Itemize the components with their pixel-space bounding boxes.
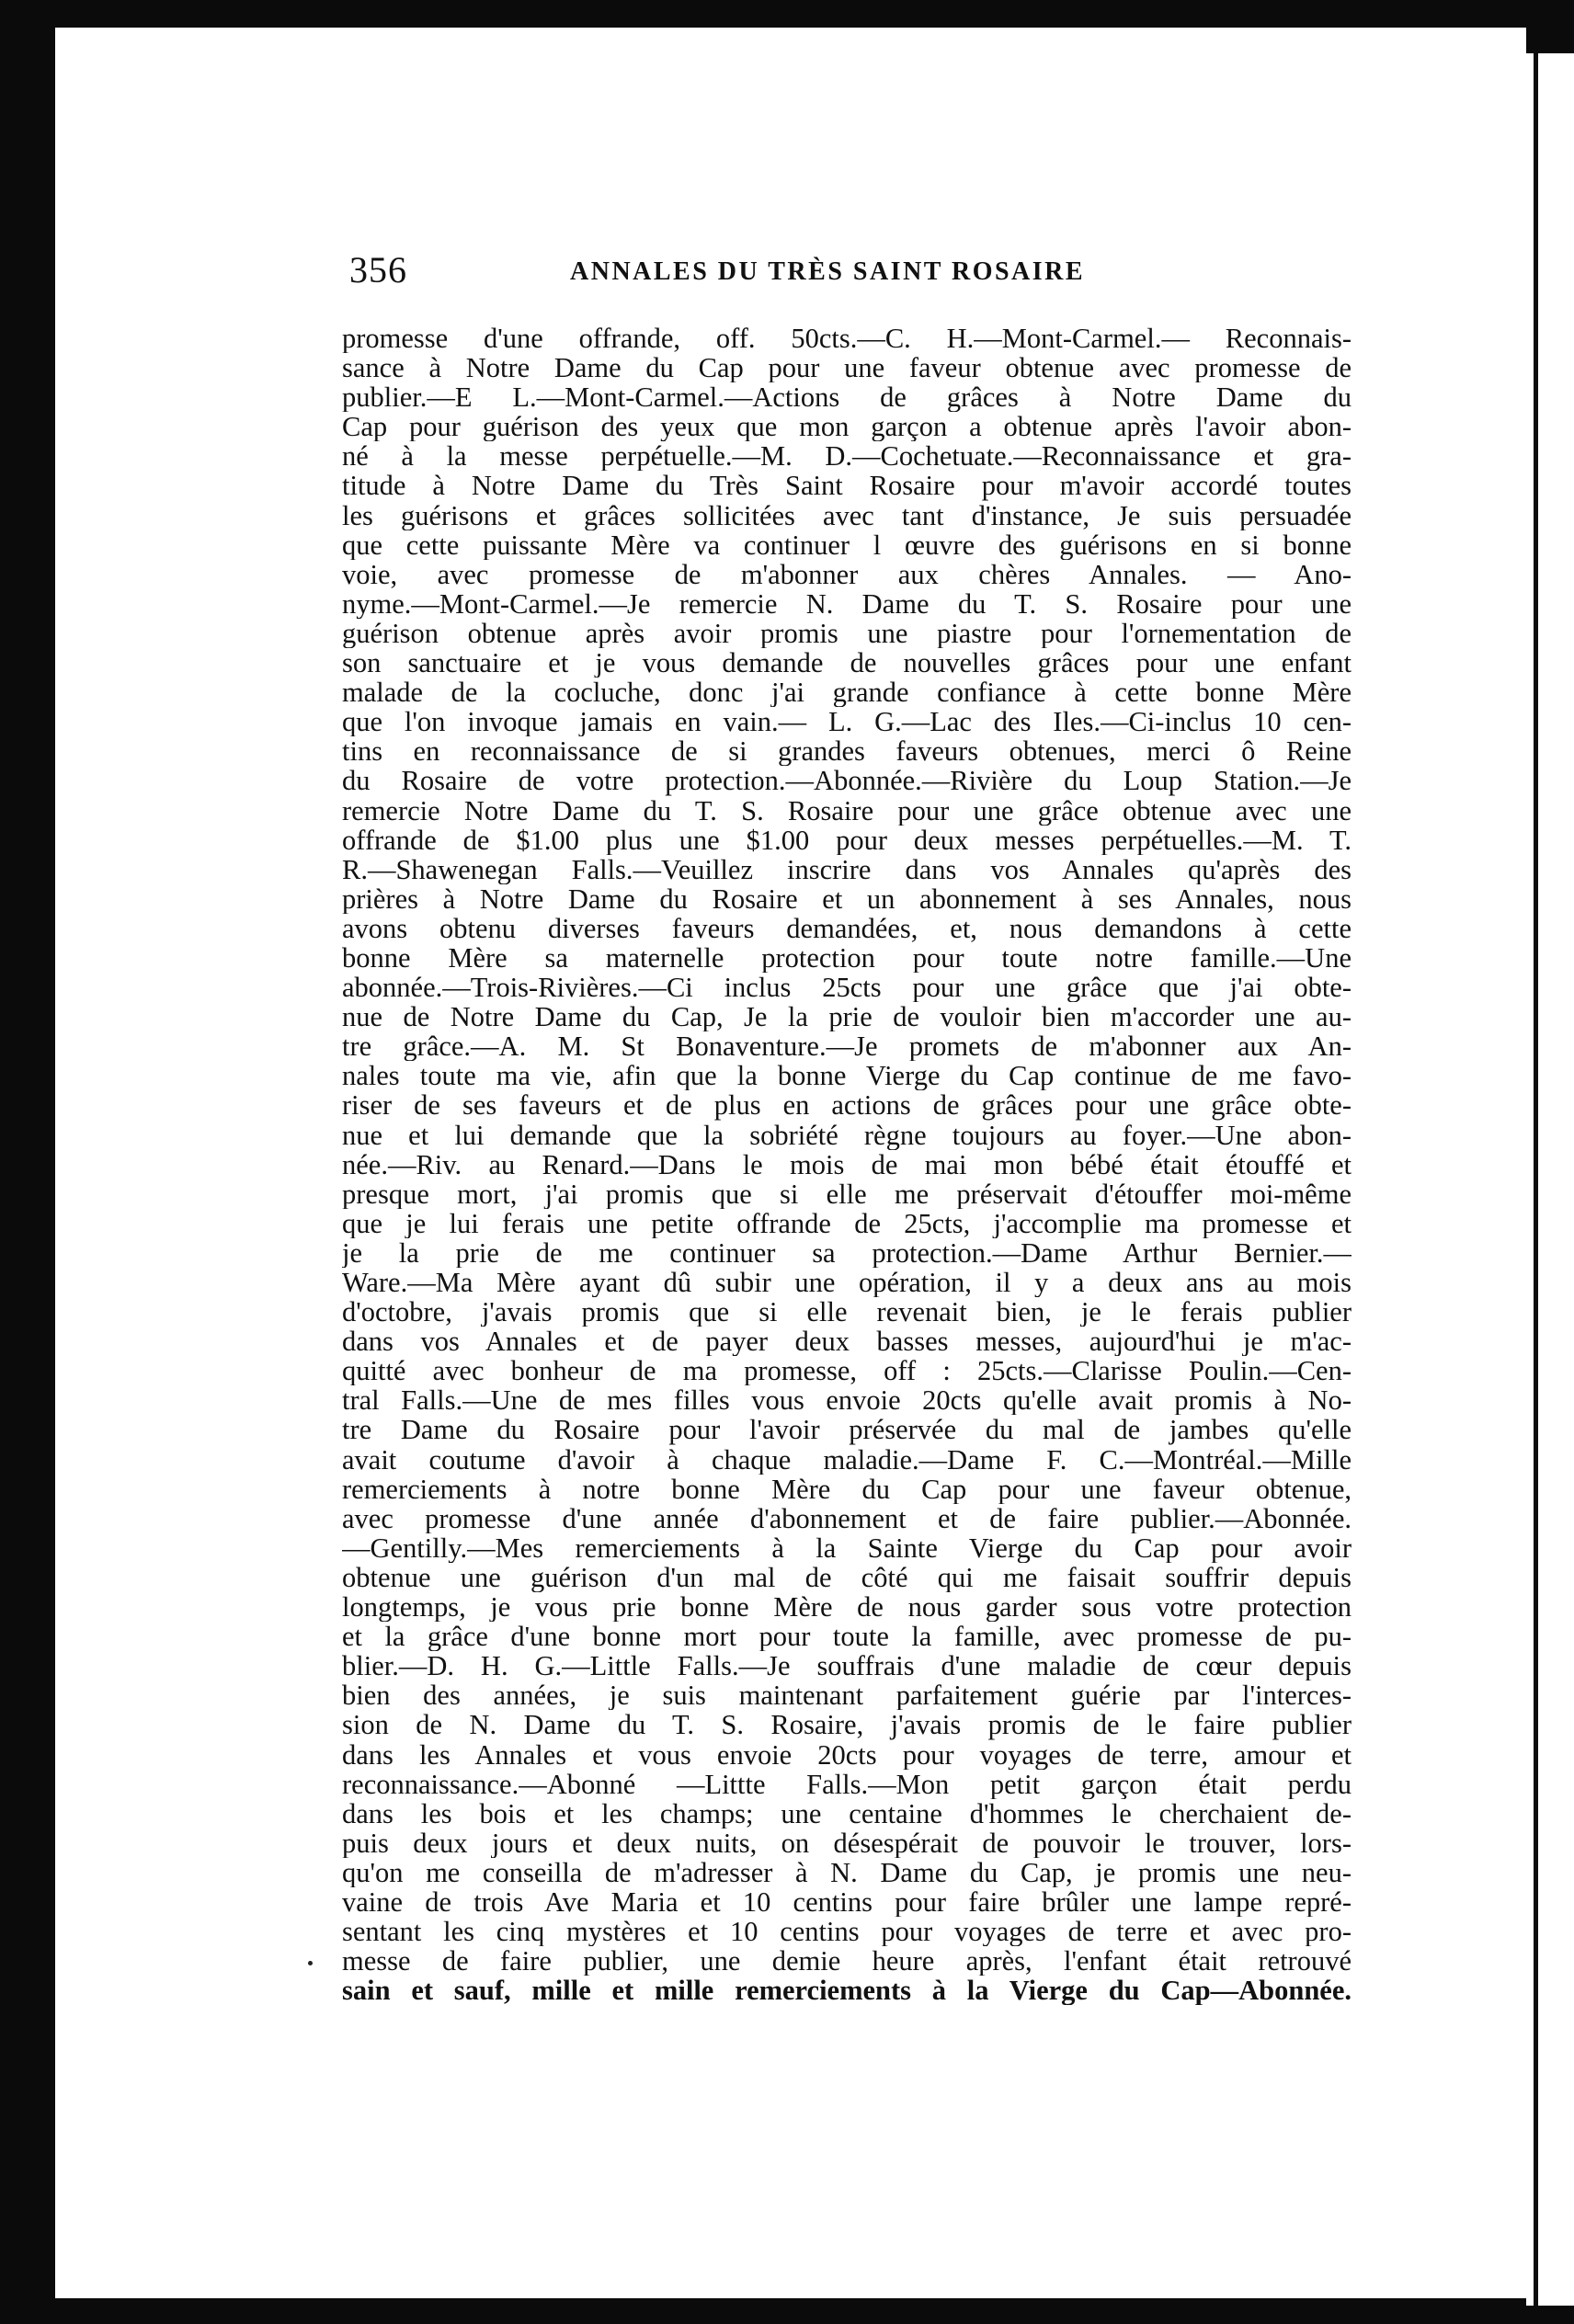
text-line: tre grâce.—A. M. St Bonaventure.—Je promets de m'abonner aux An-	[342, 1031, 1352, 1062]
text-line: bien des années, je suis maintenant parfaitement guérie par l'interces-	[342, 1680, 1352, 1711]
text-line: qu'on me conseilla de m'adresser à N. Dame du Cap, je promis une neu-	[342, 1857, 1352, 1887]
text-line: nue de Notre Dame du Cap, Je la prie de vouloir bien m'accorder une au-	[342, 1002, 1352, 1032]
text-line: publier.—E L.—Mont-Carmel.—Actions de grâces à Notre Dame du	[342, 382, 1352, 413]
text-line: remerciements à notre bonne Mère du Cap pour une faveur obtenue,	[342, 1474, 1352, 1504]
page-number: 356	[349, 249, 407, 290]
text-line: titude à Notre Dame du Très Saint Rosaire pour m'avoir accordé toutes	[342, 471, 1352, 501]
text-line: nue et lui demande que la sobriété règne toujours au foyer.—Une abon-	[342, 1120, 1352, 1150]
page-header	[349, 248, 1361, 294]
text-line: —Gentilly.—Mes remerciements à la Sainte Vierge du Cap pour avoir	[342, 1532, 1352, 1563]
text-line: longtemps, je vous prie bonne Mère de nous garder sous votre protection	[342, 1592, 1352, 1623]
text-line: presque mort, j'ai promis que si elle me préservait d'étouffer moi-même	[342, 1179, 1352, 1209]
text-line: obtenue une guérison d'un mal de côté qui me faisait souffrir depuis	[342, 1562, 1352, 1593]
text-line: bonne Mère sa maternelle protection pour toute notre famille.—Une	[342, 942, 1352, 974]
text-line: prières à Notre Dame du Rosaire et un abonnement à ses Annales, nous	[342, 883, 1352, 914]
text-line: remercie Notre Dame du T. S. Rosaire pour une grâce obtenue avec une	[342, 795, 1352, 826]
text-line: avons obtenu diverses faveurs demandées, et, nous demandons à cette	[342, 913, 1352, 943]
text-line: guérison obtenue après avoir promis une piastre pour l'ornementation de	[342, 618, 1352, 649]
text-line: reconnaissance.—Abonné —Littte Falls.—Mon petit garçon était perdu	[342, 1769, 1352, 1799]
text-line: dans les bois et les champs; une centaine d'hommes le cherchaient de-	[342, 1798, 1352, 1828]
text-line: tins en reconnaissance de si grandes faveurs obtenues, merci ô Reine	[342, 736, 1352, 767]
text-line: je la prie de me continuer sa protection.—Dame Arthur Bernier.—	[342, 1237, 1352, 1268]
page-gutter-line	[1534, 53, 1538, 2306]
text-line: offrande de $1.00 plus une $1.00 pour deux messes perpétuelles.—M. T.	[342, 825, 1352, 855]
text-line: sion de N. Dame du T. S. Rosaire, j'avais promis de le faire publier	[342, 1710, 1352, 1740]
text-line: née.—Riv. au Renard.—Dans le mois de mai mon bébé était étouffé et	[342, 1149, 1352, 1179]
text-line: puis deux jours et deux nuits, on désespérait de pouvoir le trouver, lors-	[342, 1828, 1352, 1858]
text-line: son sanctuaire et je vous demande de nouvelles grâces pour une enfant	[342, 648, 1352, 678]
text-line: dans vos Annales et de payer deux basses messes, aujourd'hui je m'ac-	[342, 1327, 1352, 1357]
text-line: voie, avec promesse de m'abonner aux chères Annales. — Ano-	[342, 559, 1352, 589]
text-line: les guérisons et grâces sollicitées avec tant d'instance, Je suis persuadée	[342, 500, 1352, 530]
text-line: R.—Shawenegan Falls.—Veuillez inscrire dans vos Annales qu'après des	[342, 854, 1352, 884]
text-line: nales toute ma vie, afin que la bonne Vierge du Cap continue de me favo-	[342, 1061, 1352, 1091]
text-line: sain et sauf, mille et mille remerciements à la Vierge du Cap—Abonnée.	[342, 1976, 1352, 2006]
text-line: dans les Annales et vous envoie 20cts pour voyages de terre, amour et	[342, 1739, 1352, 1770]
body-text	[342, 324, 1352, 2089]
text-line: que je lui ferais une petite offrande de 25cts, j'accomplie ma promesse et	[342, 1208, 1352, 1238]
scan-top-border	[0, 0, 1574, 28]
text-line: du Rosaire de votre protection.—Abonnée.—Rivière du Loup Station.—Je	[342, 766, 1352, 796]
text-line: sance à Notre Dame du Cap pour une faveur obtenue avec promesse de	[342, 353, 1352, 383]
text-line: nyme.—Mont-Carmel.—Je remercie N. Dame du T. S. Rosaire pour une	[342, 588, 1352, 619]
text-line: Ware.—Ma Mère ayant dû subir une opération, il y a deux ans au mois	[342, 1268, 1352, 1298]
text-line: vaine de trois Ave Maria et 10 centins pour faire brûler une lampe repré-	[342, 1886, 1352, 1918]
text-line: avec promesse d'une année d'abonnement et de faire publier.—Abonnée.	[342, 1503, 1352, 1533]
text-line: que cette puissante Mère va continuer l œuvre des guérisons en si bonne	[342, 530, 1352, 560]
text-line: tral Falls.—Une de mes filles vous envoie 20cts qu'elle avait promis à No-	[342, 1385, 1352, 1416]
text-line: né à la messe perpétuelle.—M. D.—Cochetuate.—Reconnaissance et gra-	[342, 441, 1352, 472]
text-line: promesse d'une offrande, off. 50cts.—C. H.—Mont-Carmel.— Reconnais-	[342, 324, 1352, 354]
margin-speck	[308, 1961, 313, 1965]
text-line: messe de faire publier, une demie heure après, l'enfant était retrouvé	[342, 1946, 1352, 1977]
text-line: riser de ses faveurs et de plus en actions de grâces pour une grâce obte-	[342, 1090, 1352, 1121]
text-line: abonnée.—Trois-Rivières.—Ci inclus 25cts pour une grâce que j'ai obte-	[342, 973, 1352, 1003]
text-line: blier.—D. H. G.—Little Falls.—Je souffrais d'une maladie de cœur depuis	[342, 1651, 1352, 1681]
text-line: avait coutume d'avoir à chaque maladie.—Dame F. C.—Montréal.—Mille	[342, 1444, 1352, 1475]
text-line: que l'on invoque jamais en vain.— L. G.—Lac des Iles.—Ci-inclus 10 cen-	[342, 707, 1352, 737]
running-title: ANNALES DU TRÈS SAINT ROSAIRE	[570, 257, 1086, 286]
text-line: Cap pour guérison des yeux que mon garçon a obtenue après l'avoir abon-	[342, 412, 1352, 442]
text-line: sentant les cinq mystères et 10 centins pour voyages de terre et avec pro-	[342, 1917, 1352, 1947]
text-line: et la grâce d'une bonne mort pour toute la famille, avec promesse de pu-	[342, 1622, 1352, 1652]
text-line: malade de la cocluche, donc j'ai grande confiance à cette bonne Mère	[342, 678, 1352, 708]
text-line: d'octobre, j'avais promis que si elle revenait bien, je le ferais publier	[342, 1297, 1352, 1327]
text-line: quitté avec bonheur de ma promesse, off : 25cts.—Clarisse Poulin.—Cen-	[342, 1356, 1352, 1386]
text-line: tre Dame du Rosaire pour l'avoir préservée du mal de jambes qu'elle	[342, 1415, 1352, 1445]
